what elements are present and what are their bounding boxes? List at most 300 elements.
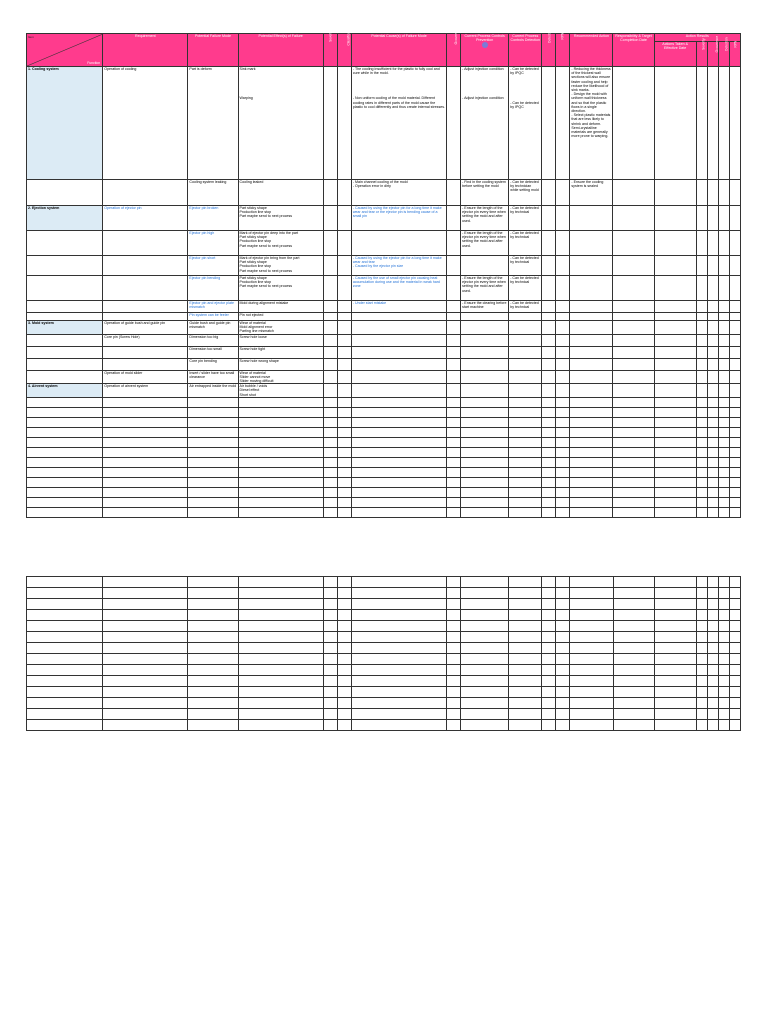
occurrence-cell [447, 610, 461, 621]
header-function: Function [87, 60, 101, 65]
result-detection-cell [718, 427, 729, 437]
causes-cell [351, 370, 446, 384]
causes-cell [351, 643, 446, 654]
result-occurrence-cell [707, 720, 718, 731]
responsibility-cell [613, 427, 654, 437]
effects-cell [238, 588, 323, 599]
causes-cell [351, 321, 446, 335]
result-rpn-cell [729, 67, 740, 180]
severity-cell [323, 467, 337, 477]
rpn-cell [556, 709, 570, 720]
header-occurrence: Occurrence [447, 34, 461, 67]
severity-cell [323, 206, 337, 231]
occurrence-cell [447, 256, 461, 276]
recommended-cell [570, 467, 613, 477]
detection-rank-cell [542, 67, 556, 180]
requirement-cell [103, 654, 188, 665]
result-detection-cell [718, 507, 729, 517]
result-severity-cell [696, 180, 707, 206]
actions-taken-cell [654, 276, 696, 301]
occurrence-cell [447, 180, 461, 206]
occurrence-cell [447, 632, 461, 643]
rpn-cell [556, 276, 570, 301]
table-row [27, 632, 741, 643]
effects-cell [238, 507, 323, 517]
classification-cell [337, 599, 351, 610]
causes-cell [351, 487, 446, 497]
classification-cell [337, 621, 351, 632]
causes-cell [351, 397, 446, 407]
result-occurrence-cell [707, 206, 718, 231]
responsibility-cell [613, 358, 654, 370]
result-occurrence-cell [707, 384, 718, 398]
classification-cell [337, 321, 351, 335]
requirement-cell: Operation of mold slider [103, 370, 188, 384]
recommended-cell [570, 698, 613, 709]
recommended-cell [570, 621, 613, 632]
result-severity-cell [696, 654, 707, 665]
effects-cell: Wear of material Slider cannot move Slider moving difficult [238, 370, 323, 384]
actions-taken-cell [654, 599, 696, 610]
responsibility-cell [613, 437, 654, 447]
severity-cell [323, 665, 337, 676]
prevention-cell: - Ensure the length of the ejector pin every time when setting the mold and after used. [461, 206, 509, 231]
function-cell [27, 334, 103, 346]
prevention-cell [461, 384, 509, 398]
result-occurrence-cell [707, 687, 718, 698]
requirement-cell [103, 610, 188, 621]
severity-cell [323, 577, 337, 588]
result-rpn-cell [729, 417, 740, 427]
recommended-cell [570, 676, 613, 687]
actions-taken-cell [654, 313, 696, 321]
effects-cell: Screw hole loose [238, 334, 323, 346]
responsibility-cell [613, 397, 654, 407]
causes-cell: - Caused by using the ejector pin for a long time it make wear and tear or the ejector pin is bending cause of a small pin [351, 206, 446, 231]
detection-rank-cell [542, 276, 556, 301]
detection-cell: - Can be detected by technician while setting mold [509, 180, 542, 206]
table-row [27, 654, 741, 665]
effects-cell [238, 447, 323, 457]
detection-rank-cell [542, 577, 556, 588]
responsibility-cell [613, 276, 654, 301]
severity-cell [323, 231, 337, 256]
effects-cell [238, 610, 323, 621]
prevention-cell [461, 370, 509, 384]
function-cell [27, 180, 103, 206]
rpn-cell [556, 321, 570, 335]
header-responsibility: Responsibility & Target Completion Date [613, 34, 654, 67]
occurrence-cell [447, 599, 461, 610]
recommended-cell [570, 276, 613, 301]
recommended-cell [570, 632, 613, 643]
recommended-cell [570, 346, 613, 358]
classification-cell [337, 301, 351, 313]
function-cell [27, 698, 103, 709]
result-rpn-cell [729, 577, 740, 588]
failure-mode-cell [188, 720, 238, 731]
result-severity-cell [696, 358, 707, 370]
requirement-cell [103, 427, 188, 437]
header-result-occurrence: Occurrence [707, 42, 718, 67]
result-severity-cell [696, 417, 707, 427]
detection-cell [509, 709, 542, 720]
prevention-cell [461, 346, 509, 358]
detection-cell [509, 665, 542, 676]
prevention-cell: - Ensure the clearing before start machine [461, 301, 509, 313]
result-severity-cell [696, 397, 707, 407]
table-row [27, 407, 741, 417]
table-row [27, 313, 741, 321]
severity-cell [323, 67, 337, 180]
occurrence-cell [447, 687, 461, 698]
occurrence-cell [447, 676, 461, 687]
recommended-cell [570, 231, 613, 256]
function-cell: 1. Cooling system [27, 67, 103, 180]
result-severity-cell [696, 676, 707, 687]
result-severity-cell [696, 477, 707, 487]
causes-cell [351, 632, 446, 643]
result-occurrence-cell [707, 588, 718, 599]
result-severity-cell [696, 321, 707, 335]
severity-cell [323, 621, 337, 632]
rpn-cell [556, 654, 570, 665]
severity-cell [323, 397, 337, 407]
occurrence-cell [447, 276, 461, 301]
function-cell [27, 313, 103, 321]
failure-mode-cell [188, 654, 238, 665]
classification-cell [337, 665, 351, 676]
actions-taken-cell [654, 346, 696, 358]
function-cell [27, 676, 103, 687]
result-detection-cell [718, 621, 729, 632]
effects-cell [238, 577, 323, 588]
prevention-cell [461, 577, 509, 588]
occurrence-cell [447, 346, 461, 358]
requirement-cell [103, 276, 188, 301]
table-row [27, 467, 741, 477]
function-cell [27, 621, 103, 632]
prevention-cell [461, 632, 509, 643]
result-rpn-cell [729, 487, 740, 497]
rpn-cell [556, 256, 570, 276]
result-occurrence-cell [707, 487, 718, 497]
causes-cell [351, 467, 446, 477]
actions-taken-cell [654, 632, 696, 643]
header-classification: Classification [337, 34, 351, 67]
detection-rank-cell [542, 610, 556, 621]
responsibility-cell [613, 256, 654, 276]
result-severity-cell [696, 276, 707, 301]
responsibility-cell [613, 346, 654, 358]
failure-mode-cell [188, 610, 238, 621]
rpn-cell [556, 437, 570, 447]
table-row [27, 397, 741, 407]
recommended-cell [570, 497, 613, 507]
classification-cell [337, 487, 351, 497]
severity-cell [323, 720, 337, 731]
causes-cell [351, 698, 446, 709]
rpn-cell [556, 676, 570, 687]
result-detection-cell [718, 334, 729, 346]
detection-rank-cell [542, 709, 556, 720]
result-rpn-cell [729, 321, 740, 335]
result-occurrence-cell [707, 231, 718, 256]
table-row [27, 643, 741, 654]
detection-rank-cell [542, 427, 556, 437]
prevention-cell [461, 467, 509, 477]
detection-cell [509, 497, 542, 507]
rpn-cell [556, 467, 570, 477]
severity-cell [323, 457, 337, 467]
rpn-cell [556, 621, 570, 632]
function-cell [27, 487, 103, 497]
occurrence-cell [447, 709, 461, 720]
result-severity-cell [696, 206, 707, 231]
result-severity-cell [696, 457, 707, 467]
actions-taken-cell [654, 397, 696, 407]
result-detection-cell [718, 457, 729, 467]
result-severity-cell [696, 346, 707, 358]
failure-mode-cell: Part is deform [188, 67, 238, 180]
effects-cell [238, 709, 323, 720]
responsibility-cell [613, 621, 654, 632]
effects-cell [238, 665, 323, 676]
severity-cell [323, 497, 337, 507]
prevention-cell [461, 588, 509, 599]
detection-rank-cell [542, 507, 556, 517]
failure-mode-cell: Pin system can be feeler [188, 313, 238, 321]
classification-cell [337, 577, 351, 588]
detection-rank-cell [542, 397, 556, 407]
responsibility-cell [613, 231, 654, 256]
prevention-cell [461, 687, 509, 698]
requirement-cell [103, 676, 188, 687]
classification-cell [337, 67, 351, 180]
failure-mode-cell: Insert / slider have too small clearance [188, 370, 238, 384]
result-occurrence-cell [707, 67, 718, 180]
detection-cell: - Can be detected by technical [509, 256, 542, 276]
result-rpn-cell [729, 621, 740, 632]
actions-taken-cell [654, 358, 696, 370]
causes-cell [351, 346, 446, 358]
recommended-cell [570, 477, 613, 487]
result-detection-cell [718, 180, 729, 206]
header-failure-mode: Potential Failure Mode [188, 34, 238, 67]
recommended-cell [570, 665, 613, 676]
actions-taken-cell [654, 67, 696, 180]
rpn-cell [556, 447, 570, 457]
requirement-cell [103, 313, 188, 321]
responsibility-cell [613, 334, 654, 346]
classification-cell [337, 407, 351, 417]
causes-cell [351, 621, 446, 632]
header-result-severity: Severity [696, 42, 707, 67]
severity-cell [323, 610, 337, 621]
rpn-cell [556, 577, 570, 588]
severity-cell [323, 487, 337, 497]
table-row [27, 384, 741, 398]
detection-rank-cell [542, 643, 556, 654]
result-detection-cell [718, 407, 729, 417]
function-cell [27, 457, 103, 467]
result-detection-cell [718, 301, 729, 313]
causes-cell [351, 610, 446, 621]
result-detection-cell [718, 447, 729, 457]
responsibility-cell [613, 654, 654, 665]
classification-cell [337, 358, 351, 370]
table-row [27, 321, 741, 335]
actions-taken-cell [654, 457, 696, 467]
effects-cell [238, 687, 323, 698]
result-detection-cell [718, 276, 729, 301]
requirement-cell [103, 621, 188, 632]
function-cell [27, 720, 103, 731]
result-severity-cell [696, 231, 707, 256]
result-occurrence-cell [707, 256, 718, 276]
prevention-cell [461, 676, 509, 687]
responsibility-cell [613, 321, 654, 335]
result-detection-cell [718, 676, 729, 687]
function-cell [27, 665, 103, 676]
result-severity-cell [696, 334, 707, 346]
detection-rank-cell [542, 687, 556, 698]
detection-rank-cell [542, 447, 556, 457]
result-rpn-cell [729, 709, 740, 720]
severity-cell [323, 180, 337, 206]
function-cell [27, 407, 103, 417]
requirement-cell [103, 447, 188, 457]
detection-rank-cell [542, 497, 556, 507]
recommended-cell [570, 610, 613, 621]
table-row [27, 577, 741, 588]
rpn-cell [556, 610, 570, 621]
responsibility-cell [613, 610, 654, 621]
prevention-cell [461, 313, 509, 321]
actions-taken-cell [654, 447, 696, 457]
actions-taken-cell [654, 301, 696, 313]
effects-cell: Air bubble / voids Diesel effect Short shot [238, 384, 323, 398]
rpn-cell [556, 632, 570, 643]
rpn-cell [556, 397, 570, 407]
detection-rank-cell [542, 313, 556, 321]
actions-taken-cell [654, 621, 696, 632]
occurrence-cell [447, 507, 461, 517]
requirement-cell: Operation of ejector pin [103, 206, 188, 231]
table-row [27, 709, 741, 720]
rpn-cell [556, 687, 570, 698]
detection-rank-cell [542, 457, 556, 467]
causes-cell [351, 497, 446, 507]
causes-cell [351, 231, 446, 256]
effects-cell [238, 427, 323, 437]
severity-cell [323, 507, 337, 517]
causes-cell [351, 577, 446, 588]
table-row [27, 610, 741, 621]
result-detection-cell [718, 610, 729, 621]
rpn-cell [556, 358, 570, 370]
table-row [27, 507, 741, 517]
classification-cell [337, 497, 351, 507]
failure-mode-cell [188, 588, 238, 599]
table-row [27, 256, 741, 276]
detection-cell [509, 370, 542, 384]
recommended-cell [570, 599, 613, 610]
header-item: Item [28, 35, 34, 39]
result-severity-cell [696, 621, 707, 632]
result-occurrence-cell [707, 346, 718, 358]
effects-cell [238, 407, 323, 417]
actions-taken-cell [654, 610, 696, 621]
table-row [27, 301, 741, 313]
rpn-cell [556, 346, 570, 358]
result-rpn-cell [729, 384, 740, 398]
detection-rank-cell [542, 384, 556, 398]
requirement-cell [103, 256, 188, 276]
prevention-cell [461, 256, 509, 276]
classification-cell [337, 676, 351, 687]
rpn-cell [556, 417, 570, 427]
occurrence-cell [447, 643, 461, 654]
result-occurrence-cell [707, 577, 718, 588]
header-detection-rank: Detection [542, 34, 556, 67]
failure-mode-cell [188, 632, 238, 643]
classification-cell [337, 206, 351, 231]
failure-mode-cell: Guide bush and guide pin mismatch [188, 321, 238, 335]
occurrence-cell [447, 397, 461, 407]
prevention-cell: - Ensure the length of the ejector pin every time when setting the mold and after used. [461, 231, 509, 256]
rpn-cell [556, 313, 570, 321]
actions-taken-cell [654, 467, 696, 477]
result-occurrence-cell [707, 599, 718, 610]
result-severity-cell [696, 487, 707, 497]
fmea-table-continued [26, 576, 741, 731]
rpn-cell [556, 67, 570, 180]
responsibility-cell [613, 370, 654, 384]
result-occurrence-cell [707, 477, 718, 487]
table-row [27, 427, 741, 437]
detection-rank-cell [542, 407, 556, 417]
result-rpn-cell [729, 334, 740, 346]
detection-cell [509, 447, 542, 457]
result-rpn-cell [729, 610, 740, 621]
effects-cell [238, 720, 323, 731]
rpn-cell [556, 665, 570, 676]
prevention-cell [461, 457, 509, 467]
actions-taken-cell [654, 370, 696, 384]
function-cell [27, 370, 103, 384]
causes-cell: - Caused by using the ejector pin for a long time it make wear and tear - Caused by the ejector pin size [351, 256, 446, 276]
result-rpn-cell [729, 698, 740, 709]
header-effects: Potential Effect(s) of Failure [238, 34, 323, 67]
classification-cell [337, 397, 351, 407]
causes-cell: - The cooling insufficient for the plastic to fully cool and cure while in the mold. - Non uniform cooling of the mold material. Different cooling rates in different parts of the mold cause the plastic to cool differently and thus create internal stresses. [351, 67, 446, 180]
recommended-cell [570, 588, 613, 599]
result-rpn-cell [729, 467, 740, 477]
prevention-cell [461, 477, 509, 487]
responsibility-cell [613, 313, 654, 321]
requirement-cell [103, 720, 188, 731]
severity-cell [323, 437, 337, 447]
result-occurrence-cell [707, 610, 718, 621]
actions-taken-cell [654, 698, 696, 709]
function-cell [27, 654, 103, 665]
effects-cell: Screw hole tight [238, 346, 323, 358]
responsibility-cell [613, 709, 654, 720]
responsibility-cell [613, 588, 654, 599]
result-detection-cell [718, 477, 729, 487]
causes-cell [351, 437, 446, 447]
